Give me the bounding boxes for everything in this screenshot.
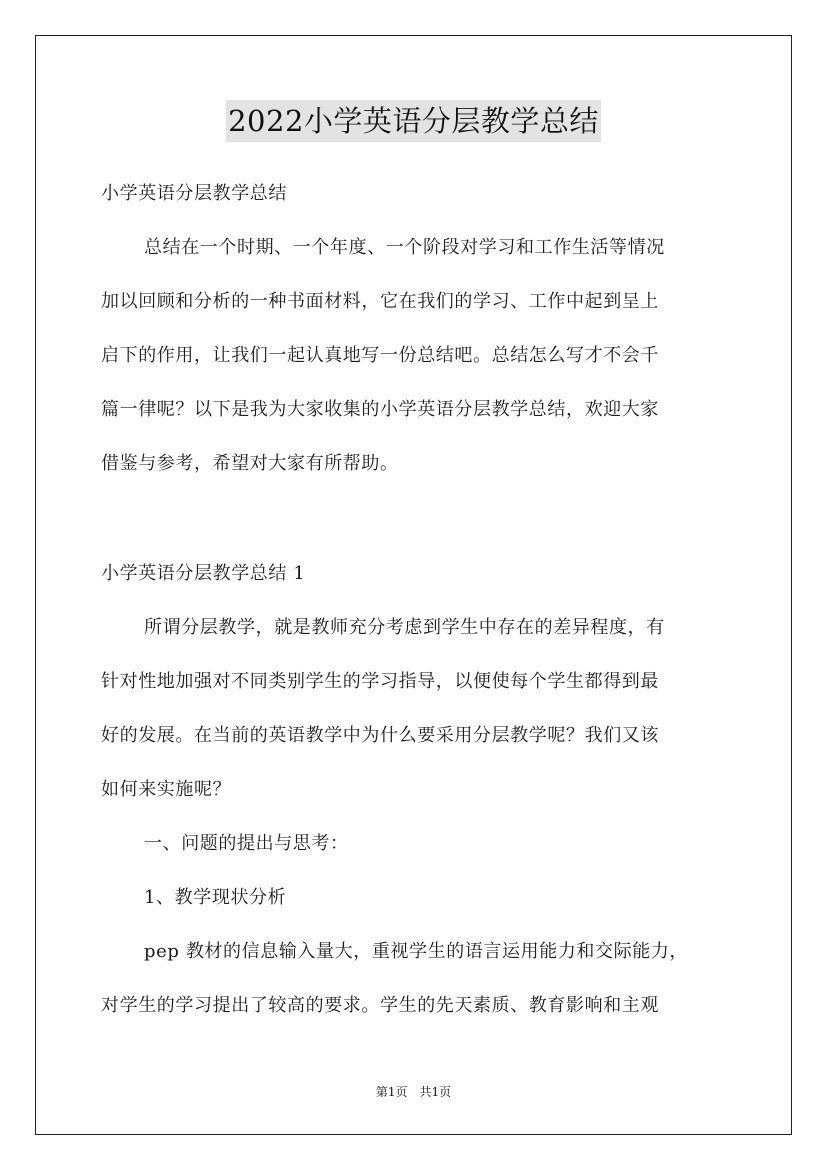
section1-line-1: 所谓分层教学，就是教师充分考虑到学生中存在的差异程度，有 <box>144 617 665 638</box>
section1-line-2: 针对性地加强对不同类别学生的学习指导，以便使每个学生都得到最 <box>101 671 659 692</box>
page-footer: 第1页 共1页 <box>375 1085 452 1099</box>
intro-line-4: 篇一律呢？以下是我为大家收集的小学英语分层教学总结，欢迎大家 <box>101 399 659 420</box>
intro-line-1: 总结在一个时期、一个年度、一个阶段对学习和工作生活等情况 <box>144 237 665 258</box>
intro-line-5: 借鉴与参考，希望对大家有所帮助。 <box>101 453 399 474</box>
intro-line-2: 加以回顾和分析的一种书面材料，它在我们的学习、工作中起到呈上 <box>101 291 659 312</box>
section1-line-3: 好的发展。在当前的英语教学中为什么要采用分层教学呢？我们又该 <box>101 725 659 746</box>
subheading-questions: 一、问题的提出与思考： <box>144 833 349 854</box>
para3-line-2: 对学生的学习提出了较高的要求。学生的先天素质、教育影响和主观 <box>101 995 659 1016</box>
para3-line-1: pep 教材的信息输入量大，重视学生的语言运用能力和交际能力， <box>144 941 689 962</box>
document-title: 2022小学英语分层教学总结 <box>226 100 601 142</box>
subheading-status-analysis: 1、教学现状分析 <box>144 887 287 908</box>
document-heading: 小学英语分层教学总结 <box>101 183 287 204</box>
intro-line-3: 启下的作用，让我们一起认真地写一份总结吧。总结怎么写才不会千 <box>101 345 659 366</box>
section1-heading: 小学英语分层教学总结 1 <box>101 563 306 584</box>
section1-line-4: 如何来实施呢？ <box>101 779 232 800</box>
title-wrap <box>0 100 827 142</box>
